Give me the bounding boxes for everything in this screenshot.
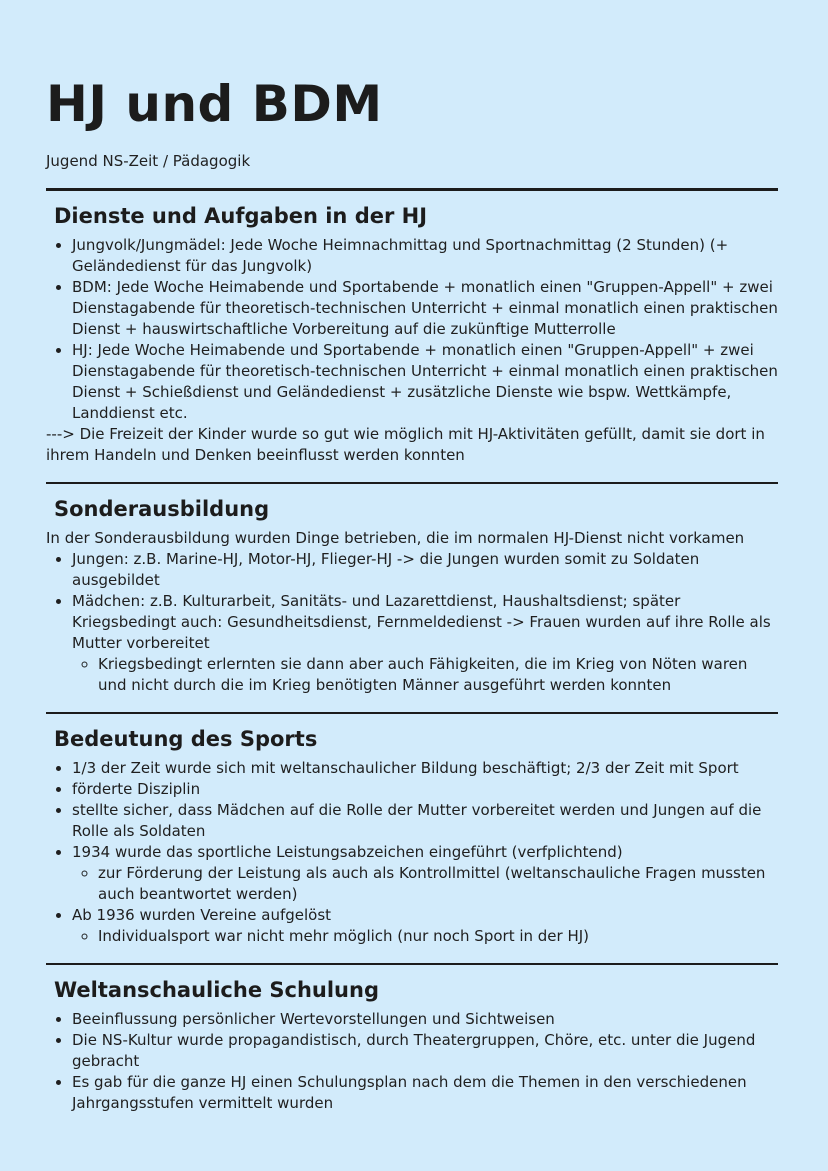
section-title: Sonderausbildung [54,497,270,521]
page-title: HJ und BDM [46,75,383,133]
bullet-list [46,758,778,947]
bullet-list [46,1009,778,1114]
divider [46,963,778,965]
conclusion-text: ---> Die Freizeit der Kinder wurde so gut wie möglich mit HJ-Aktivitäten gefüllt, damit sie dort in ihrem Handeln und Denken beeinflusst werden konnten [46,425,765,464]
list-item: • Jungvolk/Jungmädel: Jede Woche Heimnachmittag und Sportnachmittag (2 Stunden) (+ Geländedienst für das Jungvolk) [72,235,778,277]
intro-text: In der Sonderausbildung wurden Dinge betrieben, die im normalen HJ-Dienst nicht vorkamen [46,529,745,547]
list-item-text: 1934 wurde das sportliche Leistungsabzeichen eingeführt (verfplichtend) [72,843,623,861]
list-item: • Jungen: z.B. Marine-HJ, Motor-HJ, Flieger-HJ -> die Jungen wurden somit zu Soldaten ausgebildet [72,549,778,591]
list-item: • Es gab für die ganze HJ einen Schulungsplan nach dem die Themen in den verschiedenen Jahrgangsstufen vermittelt wurden [72,1072,778,1114]
section-title: Dienste und Aufgaben in der HJ [54,204,428,228]
list-item: • 1/3 der Zeit wurde sich mit weltanschaulicher Bildung beschäftigt; 2/3 der Zeit mit Sport [72,758,778,779]
list-item: • Beeinflussung persönlicher Wertevorstellungen und Sichtweisen [72,1009,778,1030]
sub-list [72,926,778,947]
list-item: • förderte Disziplin [72,779,778,800]
list-item: • HJ: Jede Woche Heimabende und Sportabende + monatlich einen "Gruppen-Appell" + zwei Dienstagabende für theoretisch-technischen Unterricht + einmal monatlich einen praktischen Dienst + Schießdienst und Geländedienst + zusätzliche Dienste wie bspw. Wettkämpfe, Landdienst etc. [72,340,778,424]
section-title: Weltanschauliche Schulung [54,978,379,1002]
sub-list [72,654,778,696]
section-sport [46,726,778,947]
divider [46,188,778,191]
section-schulung [46,977,778,1114]
sub-list [72,863,778,905]
divider [46,712,778,714]
list-item [72,905,778,947]
list-item: • stellte sicher, dass Mädchen auf die Rolle der Mutter vorbereitet werden und Jungen auf die Rolle als Soldaten [72,800,778,842]
sub-list-item: ◦ Kriegsbedingt erlernten sie dann aber auch Fähigkeiten, die im Krieg von Nöten waren und nicht durch die im Krieg benötigten Männer ausgeführt werden konnten [98,654,778,696]
section-dienste [46,203,778,466]
document-page [46,74,778,1114]
list-item: • BDM: Jede Woche Heimabende und Sportabende + monatlich einen "Gruppen-Appell" + zwei Dienstagabende für theoretisch-technischen Unterricht + einmal monatlich einen praktischen Dienst + hauswirtschaftliche Vorbereitung auf die zukünftige Mutterrolle [72,277,778,340]
list-item-text: Ab 1936 wurden Vereine aufgelöst [72,906,332,924]
page-subtitle: Jugend NS-Zeit / Pädagogik [46,152,251,170]
list-item: • Die NS-Kultur wurde propagandistisch, durch Theatergruppen, Chöre, etc. unter die Jugend gebracht [72,1030,778,1072]
list-item [72,842,778,905]
bullet-list [46,549,778,696]
list-item-text: Mädchen: z.B. Kulturarbeit, Sanitäts- und Lazarettdienst, Haushaltsdienst; später Kriegsbedingt auch: Gesundheitsdienst, Fernmeldedienst -> Frauen wurden auf ihre Rolle als Mutter vorbereitet [72,592,771,652]
bullet-list [46,235,778,424]
sub-list-item: ◦ zur Förderung der Leistung als auch als Kontrollmittel (weltanschauliche Fragen mussten auch beantwortet werden) [98,863,778,905]
sub-list-item: ◦ Individualsport war nicht mehr möglich (nur noch Sport in der HJ) [98,926,778,947]
section-sonderausbildung [46,496,778,696]
section-title: Bedeutung des Sports [54,727,318,751]
list-item [72,591,778,696]
divider [46,482,778,484]
